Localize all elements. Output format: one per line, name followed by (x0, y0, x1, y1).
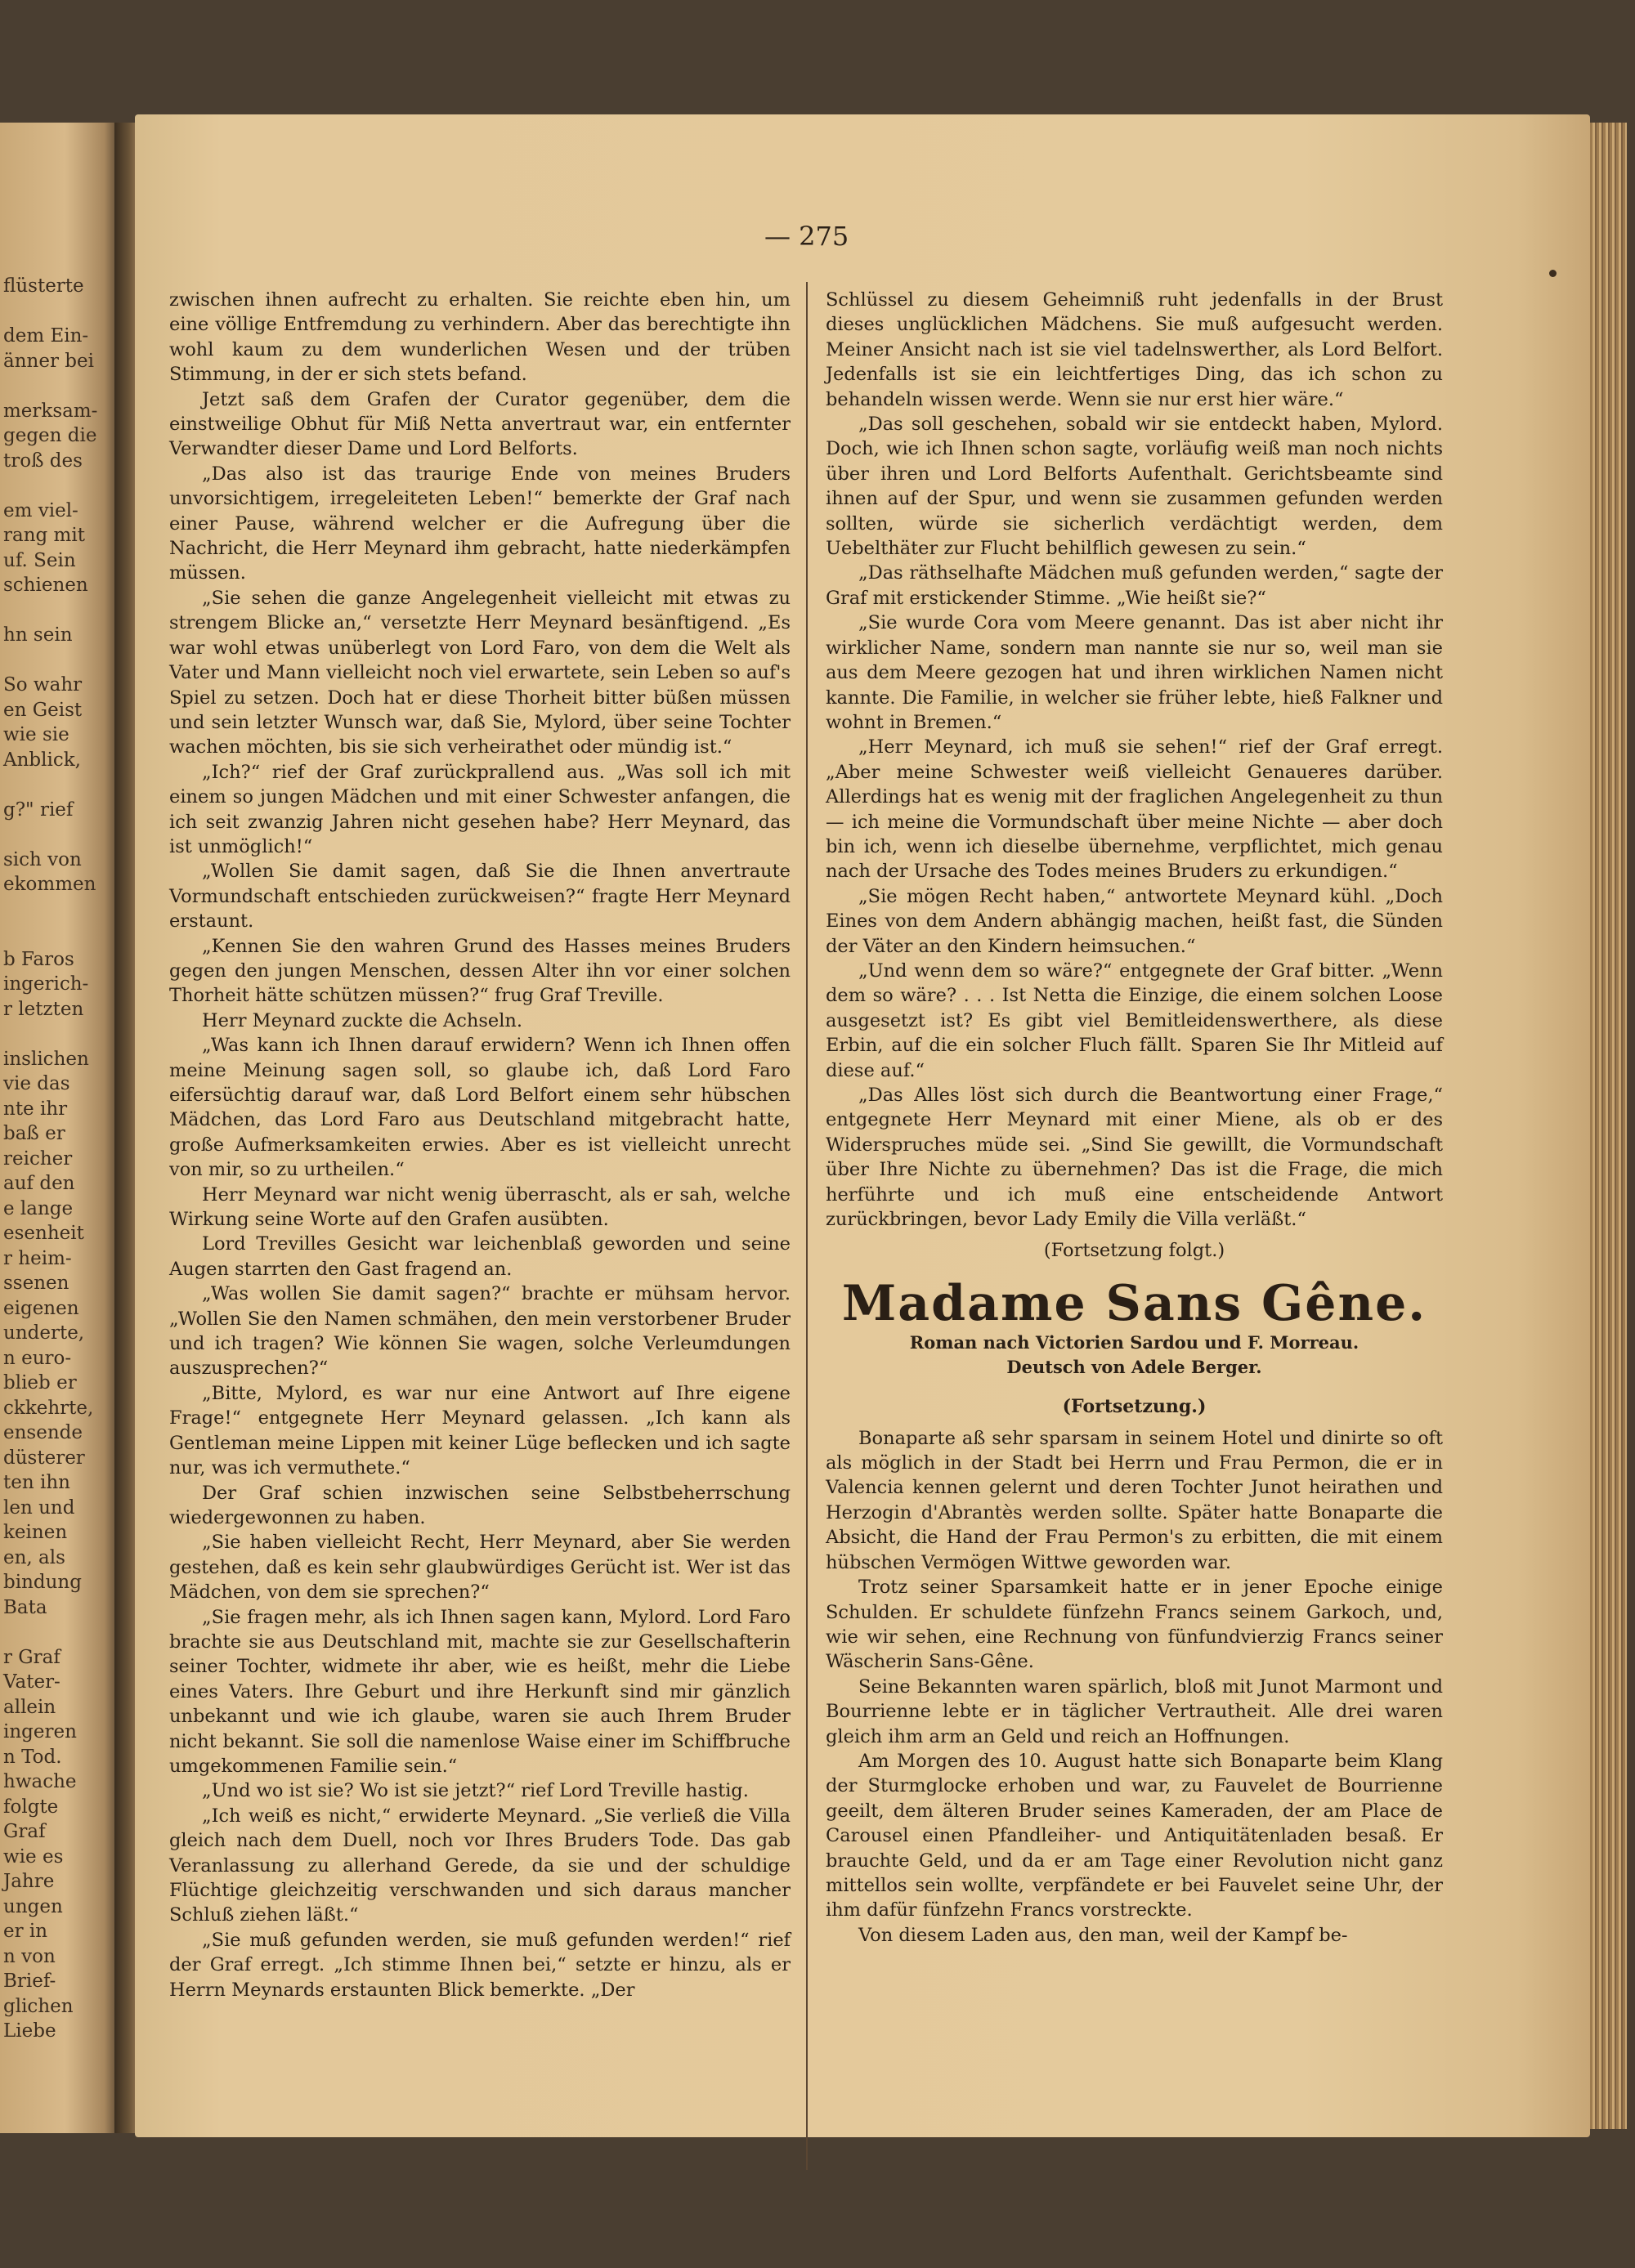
margin-fragment: vie das (3, 1073, 70, 1094)
margin-fragment: r letzten (3, 998, 84, 1020)
margin-fragment: ensende (3, 1422, 83, 1443)
margin-fragment: en Geist (3, 699, 83, 721)
margin-fragment: troß des (3, 450, 83, 472)
paragraph: „Wollen Sie damit sagen, daß Sie die Ihnen anvertraute Vormundschaft entschieden zurückweisen?“ fragte Herr Meynard erstaunt. (169, 861, 791, 933)
margin-fragment: eigenen (3, 1297, 79, 1319)
paragraph: „Sie wurde Cora vom Meere genannt. Das ist aber nicht ihr wirklicher Name, sondern man nannte sie nur so, weil man sie aus dem Meere gezogen hat und ihren wirklichen Namen nicht kannte. Die Familie, in welcher sie früher lebte, hieß Falkner und wohnt in Bremen.“ (826, 612, 1443, 733)
margin-fragment: sich von (3, 848, 82, 870)
paragraph: „Das soll geschehen, sobald wir sie entdeckt haben, Mylord. Doch, wie ich Ihnen schon sagte, vorläufig weiß man noch nichts über ihren und Lord Belforts Aufenthalt. Gerichtsbeamte sind ihnen auf der Spur, und wenn sie zusammen gefunden werden sollten, würde sie sicherlich verdächtigt werden, dem Uebelthäter zur Flucht behilflich gewesen zu sein.“ (826, 414, 1443, 560)
paragraph: Lord Trevilles Gesicht war leichenblaß geworden und seine Augen starrten den Gast fragend an. (169, 1233, 791, 1280)
paragraph: „Und wenn dem so wäre?“ entgegnete der Graf bitter. „Wenn dem so wäre? . . . Ist Netta die Einzige, die einem solchen Loose ausgesetzt ist? Es gibt viel Bemitleidenswerthere, als diese Erbin, auf die ein solcher Fluch fällt. Sparen Sie Ihr Mitleid auf diese auf.“ (826, 960, 1443, 1081)
margin-fragment: Liebe (3, 2020, 56, 2042)
margin-fragment: e lange (3, 1197, 74, 1219)
margin-fragment: esenheit (3, 1223, 84, 1244)
margin-fragment: keinen (3, 1522, 68, 1543)
paragraph: „Kennen Sie den wahren Grund des Hasses meines Bruders gegen den jungen Menschen, dessen Alter ihn vor einer solchen Thorheit hätte schützen müssen?“ frug Graf Treville. (169, 935, 791, 1007)
margin-fragment: ckkehrte, (3, 1397, 94, 1419)
novel-byline-author: Roman nach Victorien Sardou und F. Morreau. (909, 1332, 1360, 1353)
margin-fragment: em viel- (3, 499, 78, 521)
paragraph: „Sie mögen Recht haben,“ antwortete Meynard kühl. „Doch Eines von dem Andern abhängig machen, heißt fast, die Sünden der Väter an den Kindern heimsuchen.“ (826, 885, 1443, 957)
margin-fragment: ssenen (3, 1273, 69, 1294)
margin-fragment: Anblick, (3, 749, 81, 771)
margin-fragment: baß er (3, 1123, 65, 1144)
margin-fragment: n euro- (3, 1347, 72, 1369)
margin-fragment: flüsterte (3, 275, 84, 297)
margin-fragment: uf. Sein (3, 549, 76, 571)
paragraph: „Und wo ist sie? Wo ist sie jetzt?“ rief Lord Treville hastig. (202, 1780, 749, 1802)
page-number: — 275 (764, 221, 849, 252)
page-edges (1590, 123, 1627, 2129)
paragraph: „Sie sehen die ganze Angelegenheit vielleicht mit etwas zu strengem Blicke an,“ versetzte Herr Meynard besänftigend. „Es war wohl etwas unüberlegt von Lord Faro, von dem die Welt als Vater und Mann vielleicht noch viel erwartete, sein Leben so auf's Spiel zu setzen. Doch hat er diese Thorheit bitter büßen müssen und sein letzter Wunsch war, daß Sie, Mylord, über seine Tochter wachen möchten, bis sie sich verheirathet oder mündig ist.“ (169, 587, 791, 758)
margin-fragment: änner bei (3, 350, 94, 372)
paragraph: „Ich?“ rief der Graf zurückprallend aus. „Was soll ich mit einem so jungen Mädchen und mit einer Schwester anfangen, die ich seit zwanzig Jahren nicht gesehen habe? Herr Meynard, das ist unmöglich!“ (169, 761, 791, 857)
novel-paragraph: Bonaparte aß sehr sparsam in seinem Hotel und dinirte so oft als möglich in der Stadt bei Herrn und Frau Permon, die er in Valencia kennen gelernt und deren Tochter Junot heirathen und Herzogin d'Abrantès werden sollte. Später hatte Bonaparte die Absicht, die Hand der Frau Permon's zu erbitten, die mit einem hübschen Vermögen Wittwe geworden war. (826, 1427, 1443, 1573)
margin-fragment: dem Ein- (3, 325, 89, 347)
novel-paragraph: Am Morgen des 10. August hatte sich Bonaparte beim Klang der Sturmglocke erhoben und war, zu Fauvelet de Bourrienne geeilt, dem älteren Bruder seines Kameraden, der am Place de Carousel einen Pfandleiher- und Antiquitätenladen besaß. Er brauchte Geld, und da er am Tage einer Revolution nicht ganz mittellos sein wollte, verpfändete er bei Fauvelet seine Uhr, der ihm dafür fünfzehn Francs vorstreckte. (826, 1750, 1443, 1921)
margin-fragment: n von (3, 1945, 56, 1967)
margin-fragment: folgte (3, 1796, 59, 1818)
left-column (169, 288, 791, 2002)
to-be-continued: (Fortsetzung folgt.) (1043, 1240, 1225, 1262)
paragraph: Jetzt saß dem Grafen der Curator gegenüber, dem die einstweilige Obhut für Miß Netta anvertraut war, ein entfernter Verwandter dieser Dame und Lord Belforts. (169, 388, 791, 460)
paragraph: „Was kann ich Ihnen darauf erwidern? Wenn ich Ihnen offen meine Meinung sagen soll, so glaube ich, daß Lord Faro eifersüchtig darauf war, daß Lord Belfort einem sehr hübschen Mädchen, das Lord Faro aus Deutschland mitgebracht hatte, große Aufmerksamkeiten erwies. Aber es ist vielleicht unrecht von mir, so zu urtheilen.“ (169, 1035, 791, 1181)
margin-fragment: bindung (3, 1572, 82, 1593)
margin-fragment: ekommen (3, 874, 96, 895)
ink-spot (1549, 270, 1557, 277)
margin-fragment: underte, (3, 1322, 85, 1344)
margin-fragment: gegen die (3, 425, 97, 446)
margin-fragment: Jahre (3, 1871, 55, 1892)
margin-fragment: allein (3, 1696, 56, 1718)
margin-fragment: r Graf (3, 1646, 60, 1668)
paragraph: „Was wollen Sie damit sagen?“ brachte er mühsam hervor. „Wollen Sie den Namen schmähen, den mein verstorbener Bruder und ich tragen? Wie können Sie wagen, solche Verleumdungen auszusprechen?“ (169, 1283, 791, 1380)
novel-paragraph: Von diesem Laden aus, den man, weil der Kampf be- (858, 1924, 1348, 1946)
margin-fragment: schienen (3, 575, 88, 596)
margin-fragment: er in (3, 1921, 48, 1942)
margin-fragment: hwache (3, 1771, 77, 1792)
margin-fragment: wie sie (3, 724, 69, 745)
margin-fragment: ingerich- (3, 973, 89, 995)
margin-fragment: düsterer (3, 1447, 85, 1469)
previous-page-fragment (0, 123, 119, 2133)
continuation-heading: (Fortsetzung.) (1062, 1396, 1207, 1418)
margin-fragment: len und (3, 1496, 75, 1519)
paragraph: „Sie muß gefunden werden, sie muß gefunden werden!“ rief der Graf erregt. „Ich stimme Ihnen bei,“ setzte er hinzu, als er Herrn Meynards erstaunten Blick bemerkte. „Der (169, 1929, 791, 2001)
margin-fragment: Vater- (3, 1671, 60, 1693)
margin-fragment: blieb er (3, 1372, 77, 1393)
margin-fragment: n Tod. (3, 1746, 62, 1768)
paragraph: „Herr Meynard, ich muß sie sehen!“ rief der Graf erregt. „Aber meine Schwester weiß vielleicht Genaueres darüber. Allerdings hat es wenig mit der fraglichen Angelegenheit zu thun — ich meine die Vormundschaft über meine Nichte — aber doch bin ich, wenn ich dieselbe übernehme, verpflichtet, mich genau nach der Ursache des Todes meines Bruders zu erkundigen.“ (826, 736, 1443, 883)
margin-fragment: wie es (3, 1845, 64, 1868)
margin-fragment: reicher (3, 1147, 73, 1170)
paragraph: „Sie haben vielleicht Recht, Herr Meynard, aber Sie werden gestehen, daß es kein sehr glaubwürdiges Gerücht ist. Wer ist das Mädchen, von dem sie sprechen?“ (169, 1532, 791, 1604)
paragraph: „Sie fragen mehr, als ich Ihnen sagen kann, Mylord. Lord Faro brachte sie aus Deutschland mit, machte sie zur Gesellschafterin seiner Tochter, widmete ihr aber, wie es heißt, mehr die Liebe eines Vaters. Ihre Geburt und ihre Herkunft sind mir gänzlich unbekannt und wie ich glaube, waren sie auch Ihrem Bruder nicht bekannt. Sie soll die namenlose Waise einer im Schiffbruche umgekommenen Familie sein.“ (169, 1606, 791, 1777)
novel-paragraph: Trotz seiner Sparsamkeit hatte er in jener Epoche einige Schulden. Er schuldete fünfzehn Francs seinem Garkoch, und, wie wir sehen, eine Rechnung von fünfundvierzig Francs seiner Wäscherin Sans-Gêne. (826, 1577, 1443, 1673)
margin-fragment: Graf (3, 1821, 46, 1842)
margin-fragment: ingeren (3, 1721, 77, 1742)
paragraph: „Das Alles löst sich durch die Beantwortung einer Frage,“ entgegnete Herr Meynard mit einer Miene, als ob er des Widerspruches müde sei. „Sind Sie gewillt, die Vormundschaft über Ihre Nichte zu übernehmen? Das ist die Frage, die mich herführte und ich muß eine entscheidende Antwort zurückbringen, bevor Lady Emily die Villa verläßt.“ (826, 1085, 1443, 1231)
novel-paragraph: Seine Bekannten waren spärlich, bloß mit Junot Marmont und Bourrienne lebte er in täglicher Vertrautheit. Alle drei waren gleich ihm arm an Geld und reich an Hoffnungen. (826, 1675, 1443, 1747)
margin-fragment: nte ihr (3, 1098, 68, 1120)
margin-fragment: rang mit (3, 525, 85, 546)
paragraph: Herr Meynard zuckte die Achseln. (202, 1009, 523, 1031)
paragraph: „Bitte, Mylord, es war nur eine Antwort auf Ihre eigene Frage!“ entgegnete Herr Meynard gelassen. „Ich kann als Gentleman meine Lippen mit keiner Lüge beflecken und ich sagte nur, was ich vermuthete.“ (169, 1382, 791, 1479)
margin-fragment: Bata (3, 1596, 47, 1618)
column-divider (806, 282, 808, 2170)
margin-fragment: auf den (3, 1173, 75, 1194)
paragraph: Schlüssel zu diesem Geheimniß ruht jedenfalls in der Brust dieses unglücklichen Mädchens. Sie muß aufgesucht werden. Meiner Ansicht nach ist sie viel tadelnswerther, als Lord Belfort. Jedenfalls ist sie ein leichtfertiges Ding, das ich schon zu behandeln wissen werde. Wenn sie nur erst hier wäre.“ (826, 289, 1443, 410)
margin-fragment: ungen (3, 1895, 63, 1917)
margin-fragment: merksam- (3, 400, 98, 422)
margin-fragment: ten ihn (3, 1472, 70, 1493)
right-column (826, 288, 1443, 1948)
margin-fragment: glichen (3, 1995, 74, 2017)
novel-byline-translator: Deutsch von Adele Berger. (1006, 1357, 1262, 1378)
paragraph: „Ich weiß es nicht,“ erwiderte Meynard. „Sie verließ die Villa gleich nach dem Duell, noch vor Ihres Bruders Tode. Das gab Veranlassung zu allerhand Gerede, da sie und der schuldige Flüchtige gleichzeitig verschwanden und sich daraus mancher Schluß ziehen läßt.“ (169, 1805, 791, 1926)
paragraph: Der Graf schien inzwischen seine Selbstbeherrschung wiedergewonnen zu haben. (169, 1482, 791, 1528)
margin-fragment: So wahr (3, 674, 83, 696)
margin-fragment: g?" rief (3, 798, 74, 821)
margin-fragment: inslichen (3, 1048, 89, 1070)
paragraph: „Das räthselhafte Mädchen muß gefunden werden,“ sagte der Graf mit erstickender Stimme. „Wie heißt sie?“ (826, 562, 1443, 609)
paragraph: zwischen ihnen aufrecht zu erhalten. Sie reichte eben hin, um eine völlige Entfremdung zu verhindern. Aber das berechtigte ihn wohl kaum zu dem wunderlichen Wesen und der trüben Stimmung, in der er sich stets befand. (169, 289, 791, 386)
paragraph: „Das also ist das traurige Ende von meines Bruders unvorsichtigem, irregeleiteten Leben!“ bemerkte der Graf nach einer Pause, während welcher er die Aufregung über die Nachricht, die Herr Meynard ihm gebracht, hatte niederkämpfen müssen. (169, 463, 791, 584)
margin-fragment: r heim- (3, 1247, 72, 1269)
margin-fragment: Brief- (3, 1971, 56, 1992)
margin-fragment: en, als (3, 1546, 65, 1568)
margin-fragment: hn sein (3, 624, 73, 646)
novel-title: Madame Sans Gêne. (841, 1274, 1427, 1332)
margin-fragment: b Faros (3, 948, 74, 970)
paragraph: Herr Meynard war nicht wenig überrascht, als er sah, welche Wirkung seine Worte auf den Grafen ausübten. (169, 1183, 791, 1231)
